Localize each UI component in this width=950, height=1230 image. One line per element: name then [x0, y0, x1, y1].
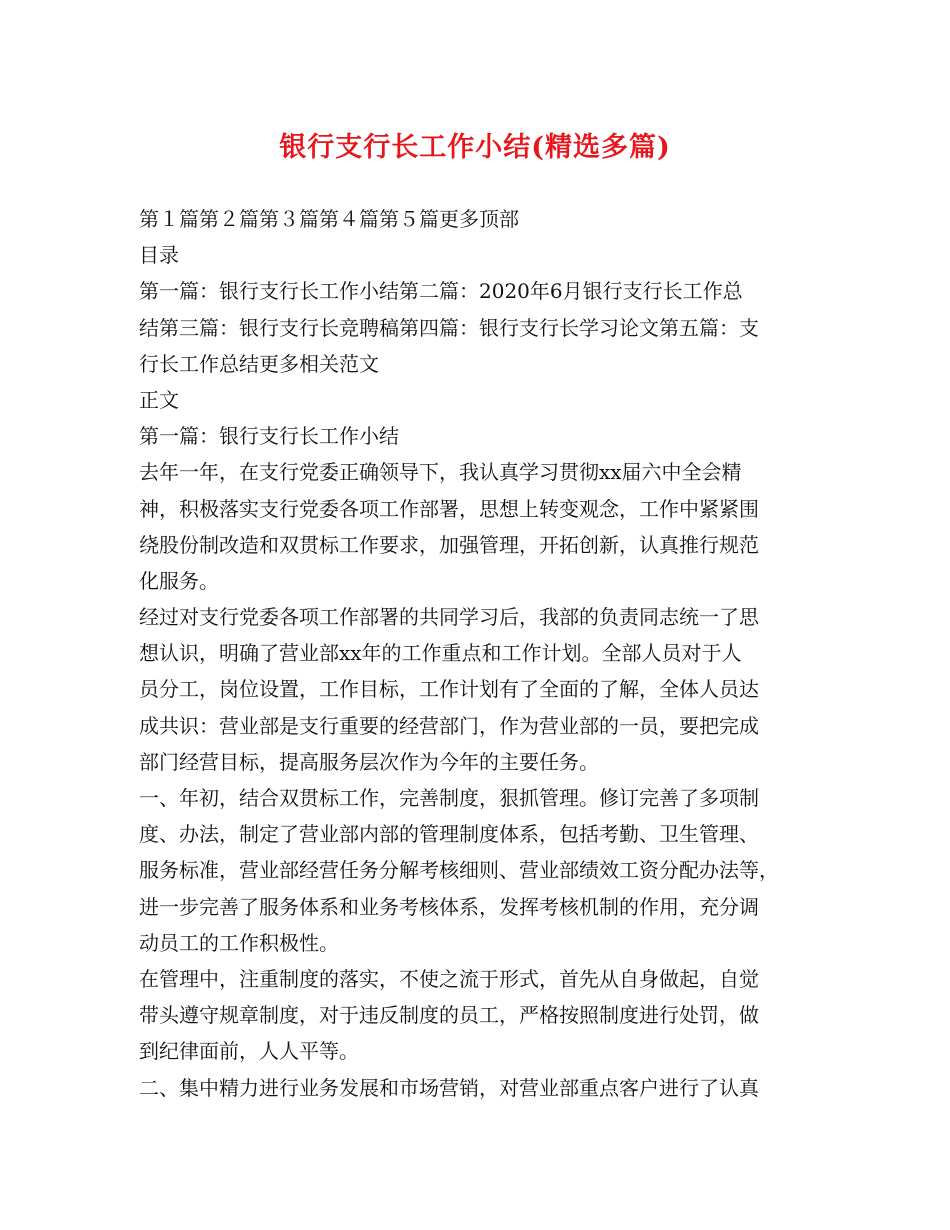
paragraph-line: 带头遵守规章制度，对于违反制度的员工，严格按照制度进行处罚，做 [139, 1003, 759, 1028]
paragraph-line: 绕股份制改造和双贯标工作要求，加强管理，开拓创新，认真推行规范 [139, 532, 759, 557]
paragraph-line: 在管理中，注重制度的落实，不使之流于形式，首先从自身做起，自觉 [139, 966, 759, 991]
section-heading: 第一篇：银行支行长工作小结 [139, 424, 399, 449]
paragraph-line: 经过对支行党委各项工作部署的共同学习后，我部的负责同志统一了思 [139, 605, 759, 630]
paragraph-line: 去年一年，在支行党委正确领导下，我认真学习贯彻xx届六中全会精 [139, 460, 742, 485]
nav-links-line: 第１篇第２篇第３篇第４篇第５篇更多顶部 [139, 207, 519, 231]
toc-line: 行长工作总结更多相关范文 [139, 351, 379, 376]
paragraph-line: 到纪律面前，人人平等。 [139, 1039, 359, 1064]
paragraph-line: 服务标准，营业部经营任务分解考核细则、营业部绩效工资分配办法等， [139, 858, 779, 883]
paragraph-line: 动员工的工作积极性。 [139, 930, 339, 955]
paragraph-line: 进一步完善了服务体系和业务考核体系，发挥考核机制的作用，充分调 [139, 894, 759, 919]
paragraph-line: 二、集中精力进行业务发展和市场营销，对营业部重点客户进行了认真 [139, 1075, 759, 1100]
paragraph-line: 成共识：营业部是支行重要的经营部门，作为营业部的一员，要把完成 [139, 713, 759, 738]
paragraph-line: 员分工，岗位设置，工作目标，工作计划有了全面的了解，全体人员达 [139, 677, 759, 702]
paragraph-line: 神，积极落实支行党委各项工作部署，思想上转变观念，工作中紧紧围 [139, 496, 759, 521]
toc-heading: 目录 [139, 243, 179, 268]
document-title: 银行支行长工作小结(精选多篇) [279, 132, 671, 163]
paragraph-line: 部门经营目标，提高服务层次作为今年的主要任务。 [139, 749, 599, 774]
document-body [139, 201, 815, 1106]
toc-line: 第一篇：银行支行长工作小结第二篇：2020年6月银行支行长工作总 [139, 279, 743, 304]
toc-line: 结第三篇：银行支行长竞聘稿第四篇：银行支行长学习论文第五篇：支 [139, 315, 759, 340]
body-heading: 正文 [139, 387, 179, 412]
paragraph-line: 想认识，明确了营业部xx年的工作重点和工作计划。全部人员对于人 [139, 641, 742, 666]
paragraph-line: 度、办法，制定了营业部内部的管理制度体系，包括考勤、卫生管理、 [139, 822, 759, 847]
paragraph-line: 一、年初，结合双贯标工作，完善制度，狠抓管理。修订完善了多项制 [139, 786, 759, 810]
paragraph-line: 化服务。 [139, 568, 219, 593]
